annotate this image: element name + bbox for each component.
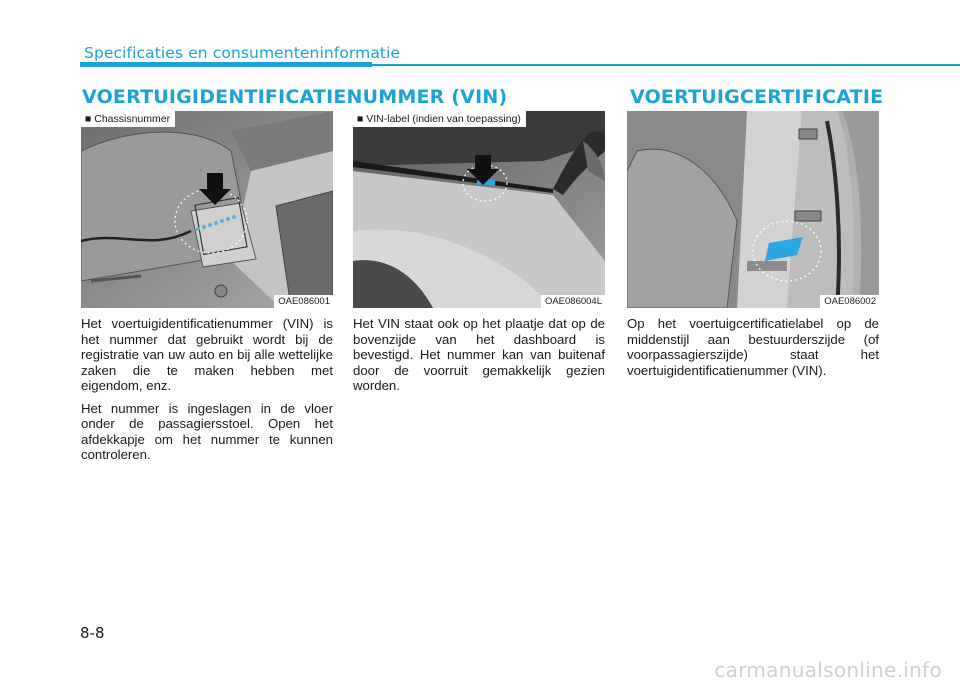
vin-label-illustration	[353, 111, 605, 308]
vin-label-figure	[353, 111, 605, 308]
chassis-number-figure	[81, 111, 333, 308]
vin-description-paragraph: Het voertuigidentificatienummer (VIN) is het nummer dat gebruikt wordt bij de registratie van uw auto en bij alle wettelijke zaken die te maken hebben met eigendom, enz.	[81, 316, 333, 393]
watermark: carmanualsonline.info	[714, 658, 942, 682]
figure-label: ■ Chassisnummer	[81, 111, 175, 127]
figure-code: OAE086004L	[541, 295, 605, 308]
certification-paragraph: Op het voertuigcertificatielabel op de middenstijl aan bestuurderszijde (of voorpassagierszijde) staat het voertuigidentificatienummer (VIN).	[627, 316, 879, 378]
certification-column	[627, 316, 879, 385]
figure-label: ■ VIN-label (indien van toepassing)	[353, 111, 526, 127]
vin-section-title: VOERTUIGIDENTIFICATIENUMMER (VIN)	[82, 86, 508, 108]
vin-description-column	[81, 316, 333, 470]
vin-label-column	[353, 316, 605, 401]
vin-location-paragraph: Het nummer is ingeslagen in de vloer onder de passagiersstoel. Open het afdekkapje om het nummer te kunnen controleren.	[81, 400, 333, 462]
section-header-title: Specificaties en consumenteninformatie	[84, 44, 401, 62]
page-number: 8-8	[80, 624, 105, 642]
certification-label-figure	[627, 111, 879, 308]
vin-label-paragraph: Het VIN staat ook op het plaatje dat op de bovenzijde van het dashboard is bevestigd. Het nummer kan van buitenaf door de voorruit gemakkelijk gezien worden.	[353, 316, 605, 393]
chassis-number-illustration	[81, 111, 333, 308]
header-rule-accent	[80, 62, 372, 67]
figure-code: OAE086002	[820, 295, 879, 308]
certification-label-illustration	[627, 111, 879, 308]
figure-code: OAE086001	[274, 295, 333, 308]
certification-section-title: VOERTUIGCERTIFICATIE	[630, 86, 884, 108]
